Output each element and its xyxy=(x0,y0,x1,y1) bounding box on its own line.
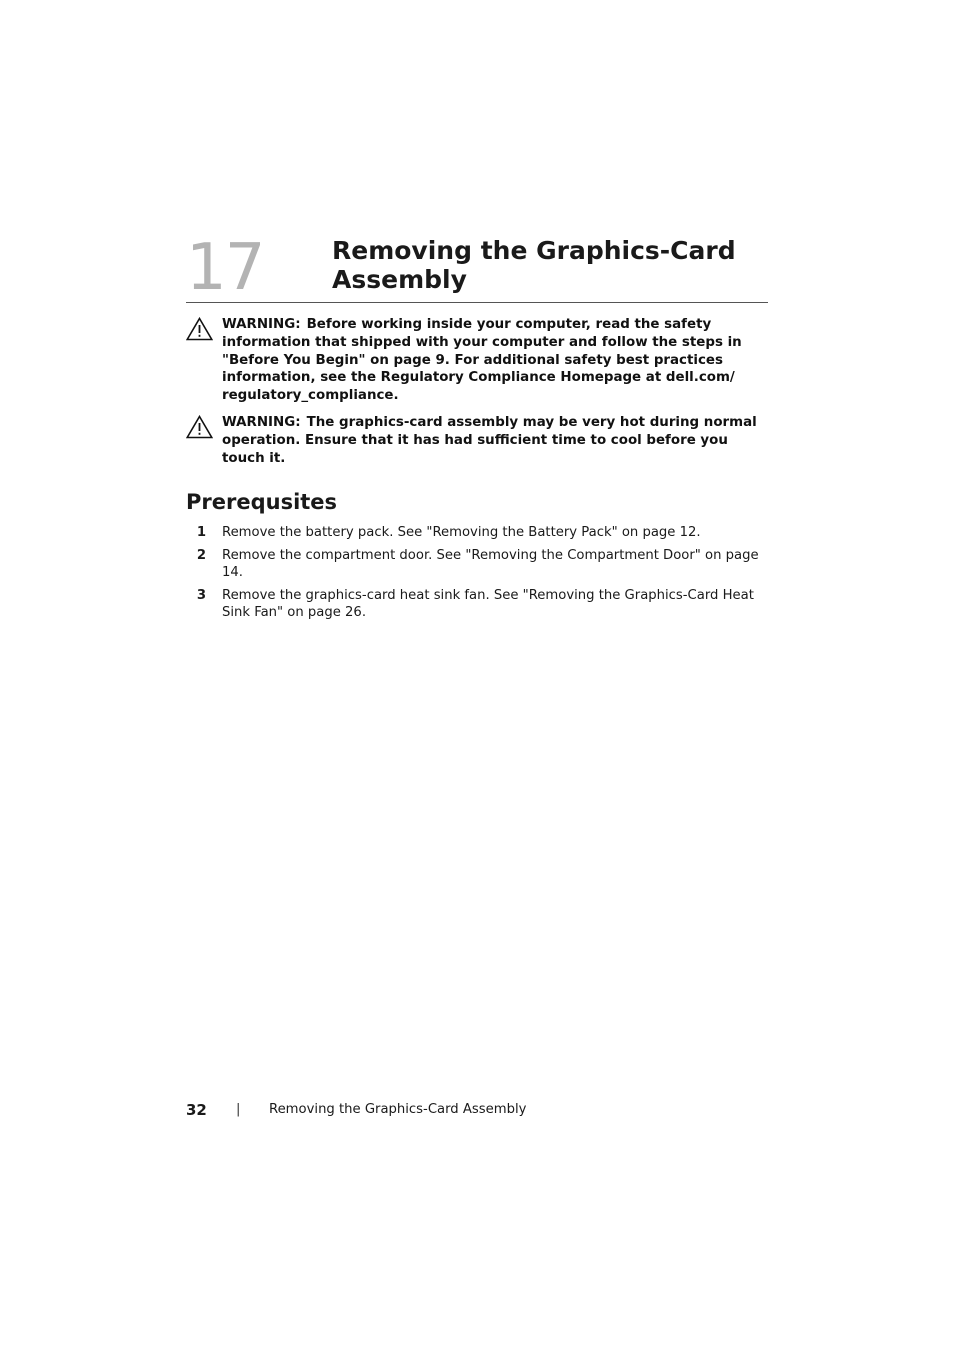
title-divider xyxy=(186,302,768,303)
warning-message: The graphics-card assembly may be very hot during normal operation. Ensure that it has had sufficient time to cool before you touch it. xyxy=(222,415,757,466)
warning-label: WARNING: xyxy=(222,317,301,332)
warning-text xyxy=(222,414,768,467)
step-number: 2 xyxy=(196,547,206,563)
prerequisite-steps-list xyxy=(186,524,768,627)
running-title: Removing the Graphics-Card Assembly xyxy=(269,1102,527,1117)
step-text: Remove the battery pack. See "Removing the Battery Pack" on page 12. xyxy=(222,525,701,540)
warning-triangle-icon xyxy=(186,415,213,439)
warning-triangle-icon xyxy=(186,317,213,341)
page-number: 32 xyxy=(186,1101,207,1119)
step-text: Remove the graphics-card heat sink fan. See "Removing the Graphics-Card Heat Sink Fan" on page 26. xyxy=(222,587,754,620)
list-item xyxy=(186,547,768,582)
chapter-title: Removing the Graphics-Card Assembly xyxy=(332,236,736,294)
page-footer xyxy=(186,1100,768,1120)
step-number: 1 xyxy=(196,525,206,540)
warning-block-hot xyxy=(186,414,768,467)
section-heading-prerequisites: Prerequsites xyxy=(186,490,338,514)
warning-message: Before working inside your computer, read the safety information that shipped with your computer and follow the steps in "Before You Begin" on page 9. For additional safety best practices information, see the Regulatory Compliance Homepage at dell.com/ regulatory_compliance. xyxy=(222,317,742,404)
warning-label: WARNING: xyxy=(222,415,301,430)
list-item xyxy=(186,587,768,622)
warning-block-safety xyxy=(186,316,768,405)
warning-text xyxy=(222,316,768,405)
footer-separator: | xyxy=(236,1102,241,1117)
step-number: 3 xyxy=(196,587,206,603)
list-item xyxy=(186,524,768,542)
step-text: Remove the compartment door. See "Removing the Compartment Door" on page 14. xyxy=(222,547,759,580)
chapter-number: 17 xyxy=(186,231,264,305)
